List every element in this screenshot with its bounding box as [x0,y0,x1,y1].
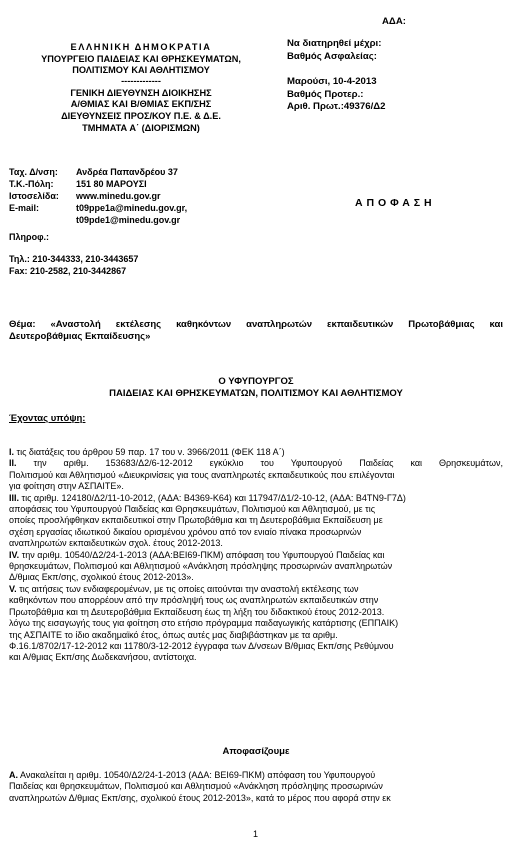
telephone: Τηλ.: 210-344333, 210-3443657 [9,254,139,264]
item-iii-line-3: οποίες προσλήφθηκαν εκπαιδευτικοί στην Πρωτοβάθμια και τη Δευτεροβάθμια Εκπαίδευση με [9,515,383,526]
item-v-line-3: Πρωτοβάθμια και τη Δευτεροβάθμια Εκπαίδευση έως τη λήξη του διδακτικού έτους 2012-2013. [9,606,385,617]
minister-title [9,376,503,401]
email-row-2 [9,214,299,226]
decision-heading: Α Π Ο Φ Α Σ Η [355,197,433,209]
item-iii [9,493,503,550]
address-value: Ανδρέα Παπανδρέου 37 [76,167,178,177]
email-row [9,202,299,214]
item-v-line-4: λόγω της εισαγωγής τους για φοίτηση στο ετήσιο πρόγραμμα παιδαγωγικής κατάρτισης (ΕΠΠΑΙΚ) [9,618,399,629]
item-i [9,447,503,458]
directorate-line-3: ΔΙΕΥΘΥΝΣΕΙΣ ΠΡΟΣ/ΚΟΥ Π.Ε. & Δ.Ε. [61,110,221,121]
ministry-name-line-1: ΥΠΟΥΡΓΕΙΟ ΠΑΙΔΕΙΑΣ ΚΑΙ ΘΡΗΣΚΕΥΜΑΤΩΝ, [41,53,241,64]
subject-line-1: Θέμα: «Αναστολή εκτέλεσης καθηκόντων αναπληρωτών εκπαιδευτικών Πρωτοβάθμιας και [9,319,503,330]
item-v-number: V. [9,583,17,594]
item-v-line-6: Φ.16.1/8702/17-12-2012 και 11780/3-12-2012 έγγραφα των Δ/νσεων Β/θμιας Εκπ/σης Ρεθύμνου [9,640,394,651]
contact-details [9,166,299,277]
ada-label: ΑΔΑ: [382,16,406,27]
item-a-line-3: αναπληρωτών Δ/θμιας Εκπ/σης, σχολικού έτους 2012-2013», κατά το μέρος που αφορά στην εκ [9,792,391,803]
item-iv-line-1: την αριθμ. 10540/Δ2/24-1-2013 (ΑΔΑ:ΒΕΙ69-ΠΚΜ) απόφαση του Υφυπουργού Παιδείας και [21,549,385,560]
item-i-line-1: τις διατάξεις του άρθρου 59 παρ. 17 του ν. 3966/2011 (ΦΕΚ 118 Α΄) [16,447,285,457]
item-a-line-1: Ανακαλείται η αριθμ. 10540/Δ2/24-1-2013 (ΑΔΑ: ΒΕΙ69-ΠΚΜ) απόφαση του Υφυπουργού [20,770,376,780]
city-label: Τ.Κ.-Πόλη: [9,179,54,189]
city-value: 151 80 ΜΑΡΟΥΣΙ [76,179,147,189]
decision-item-a [9,770,503,804]
issuing-authority [12,42,270,134]
website-value: www.minedu.gov.gr [76,191,161,201]
item-iii-line-2: αποφάσεις του Υφυπουργού Παιδείας και Θρησκευμάτων, Πολιτισμού και Αθλητισμού, με τις [9,504,376,515]
address-label: Ταχ. Δ/νση: [9,167,58,177]
item-v [9,584,503,664]
decide-heading: Αποφασίζουμε [222,746,290,757]
city-row [9,178,299,190]
item-iii-line-1: τις αριθμ. 124180/Δ2/11-10-2012, (ΑΔΑ: Β4369-Κ64) και 117947/Δ1/2-10-12, (ΑΔΑ: Β4ΤΝ9-Γ7Δ) [21,492,406,503]
directorate-line-1: ΓΕΝΙΚΗ ΔΙΕΥΘΥΝΣΗ ΔΙΟΙΚΗΣΗΣ [70,87,212,98]
item-v-line-7: και Α/θμιας Εκπ/σης Δωδεκανήσου, αντίστοιχα. [9,652,197,663]
priority-label: Βαθμός Προτερ.: [287,88,364,100]
directorate-line-4: ΤΜΗΜΑΤΑ Α΄ (ΔΙΟΡΙΣΜΩΝ) [82,122,200,133]
page-number: 1 [252,829,258,839]
state-name: ΕΛΛΗΝΙΚΗ ΔΗΜΟΚΡΑΤΙΑ [70,42,212,52]
document-metadata [287,16,502,113]
ministry-name-line-2: ΠΟΛΙΤΙΣΜΟΥ ΚΑΙ ΑΘΛΗΤΙΣΜΟΥ [72,65,210,76]
minister-line-1: Ο ΥΦΥΠΟΥΡΓΟΣ [218,376,294,387]
place-date: Μαρούσι, 10-4-2013 [287,76,377,88]
separator-dashes: ------------- [121,75,161,86]
subject-line-2: Δευτεροβάθμιας Εκπαίδευσης» [9,331,151,342]
item-a-line-2: Παιδείας και θρησκευμάτων, Πολιτισμού και Αθλητισμού «Ανάκληση πρόσληψης προσωρινών [9,781,383,792]
security-level-label: Βαθμός Ασφαλείας: [287,50,377,62]
fax: Fax: 210-2582, 210-3442867 [9,266,127,276]
considering-heading: Έχοντας υπόψη: [9,413,86,424]
subject [9,319,503,343]
item-iii-line-4: σχέση εργασίας ιδιωτικού δικαίου ορισμένου χρόνου από τον ενιαίο πίνακα προσωρινών [9,526,362,537]
minister-line-2: ΠΑΙΔΕΙΑΣ ΚΑΙ ΘΡΗΣΚΕΥΜΑΤΩΝ, ΠΟΛΙΤΙΣΜΟΥ ΚΑΙ ΑΘΛΗΤΙΣΜΟΥ [109,388,403,400]
item-v-line-2: καθηκόντων που απορρέουν από την πρόσληψή τους ως αναπληρωτών εκπαιδευτικών στην [9,595,379,606]
website-label: Ιστοσελίδα: [9,191,59,201]
item-ii-number: II. [9,458,17,469]
website-row [9,190,299,202]
item-ii-line-1: την αριθμ. 153683/Δ2/6-12-2012 εγκύκλιο του Υφυπουργού Παιδείας και Θρησκευμάτων, [33,458,503,469]
item-iv-line-2: θρησκευμάτων, Πολιτισμού και Αθλητισμού «Ανάκληση πρόσληψης προσωρινών αναπληρωτών [9,561,393,572]
item-v-line-1: τις αιτήσεις των ενδιαφερομένων, με τις οποίες αιτούνται την αναστολή εκτέλεσης των [19,583,359,594]
email-value-2: t09pde1@minedu.gov.gr [76,215,181,225]
item-ii-line-3: για φοίτηση στην ΑΣΠΑΙΤΕ». [9,481,124,492]
directorate-line-2: Α/ΘΜΙΑΣ ΚΑΙ Β/ΘΜΙΑΣ ΕΚΠ/ΣΗΣ [70,99,212,110]
item-iii-number: III. [9,492,20,503]
item-iv-line-3: Δ/θμιας Εκπ/σης, σχολικού έτους 2012-2013». [9,572,194,583]
item-ii [9,458,503,492]
retain-until-label: Να διατηρηθεί μέχρι: [287,38,382,50]
item-iv-number: IV. [9,549,20,560]
info-label: Πληροφ.: [9,232,50,242]
item-iv [9,550,503,584]
item-ii-line-2: Πολιτισμού και Αθλητισμού «Διευκρινίσεις για τους αναπληρωτές εκπαιδευτικούς που επιλέγονται [9,469,395,480]
email-value-1: t09ppe1a@minedu.gov.gr, [76,203,188,213]
item-iii-line-5: αναπληρωτών εκπαιδευτικών σχολ. έτους 2012-2013. [9,538,223,549]
item-i-number: I. [9,447,15,457]
item-v-line-5: της ΑΣΠΑΙΤΕ το ίδιο ακαδημαϊκό έτος, όπως αυτές μας διαβιβάστηκαν με τα αριθμ. [9,629,338,640]
email-label: E-mail: [9,203,40,213]
address-row [9,166,299,178]
considerations-list [9,447,503,664]
protocol-number: Αριθ. Πρωτ.:49376/Δ2 [287,101,386,113]
item-a-number: Α. [9,770,18,780]
